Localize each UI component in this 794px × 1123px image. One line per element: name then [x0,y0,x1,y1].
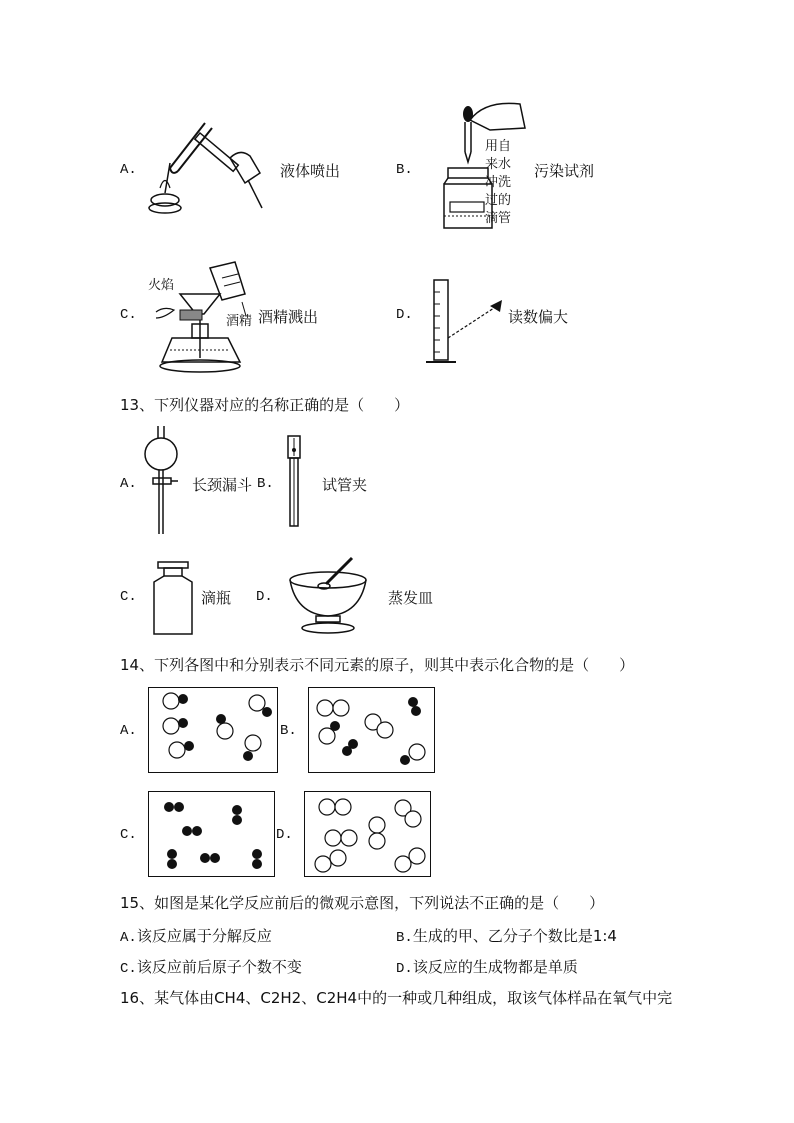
black-atom [200,853,210,863]
black-atom [400,755,410,765]
black-atom [411,706,421,716]
q13-option-d-name: 蒸发皿 [388,589,434,607]
q14-option-c-letter: C. [120,827,137,843]
q14-d-particles [305,792,432,878]
black-atom [192,826,202,836]
white-atom [319,728,335,744]
q13-a-separatory-funnel-icon [140,424,190,538]
black-atom [252,859,262,869]
q13-option-a-letter: A. [120,476,137,492]
q12-c-alcohol-label: 酒精 [226,314,253,329]
white-atom [333,700,349,716]
q12-b-note-line: 冲洗 [485,175,512,190]
q15-option-b-text: 生成的甲、乙分子个数比是1:4 [412,927,617,945]
q12-option-a-caption: 液体喷出 [280,162,341,180]
q14-a-particles [149,688,279,774]
q14-option-c-box[interactable] [148,791,275,877]
black-atom [164,802,174,812]
white-atom [409,744,425,760]
q12-b-note-line: 过的 [485,193,512,208]
q12-b-dropper-bottle-illustration [430,100,530,232]
q14-c-particles [149,792,276,878]
q12-option-b-note [485,138,511,228]
q14-option-b-letter: B. [280,723,297,739]
black-atom [174,802,184,812]
q15-option-a[interactable] [120,925,272,946]
black-atom [342,746,352,756]
white-atom [335,799,351,815]
q12-option-b-letter: B. [396,162,413,178]
white-atom [245,735,261,751]
q14-option-a-box[interactable] [148,687,278,773]
q12-option-c-caption: 酒精溅出 [258,308,319,326]
q12-a-heating-tube-illustration [140,118,270,218]
black-atom [184,741,194,751]
white-atom [319,799,335,815]
white-atom [317,700,333,716]
q14-option-b-box[interactable] [308,687,435,773]
black-atom [210,853,220,863]
q12-option-c-letter: C. [120,307,137,323]
white-atom [395,856,411,872]
q13-option-b-name: 试管夹 [322,476,368,494]
q14-stem: 14、下列各图中和分别表示不同元素的原子，则其中表示化合物的是（ ） [120,656,635,674]
q12-option-d-letter: D. [396,307,413,323]
q14-option-a-letter: A. [120,723,137,739]
q15-option-c-letter: C. [120,961,137,977]
q14-option-d-letter: D. [276,827,293,843]
white-atom [169,742,185,758]
q12-b-note-line: 用自 [485,139,512,154]
q15-option-c[interactable] [120,956,302,977]
white-atom [377,722,393,738]
black-atom [408,697,418,707]
black-atom [167,849,177,859]
q13-option-c-letter: C. [120,589,137,605]
q12-b-note-line: 滴管 [485,211,512,226]
q15-option-d[interactable] [396,956,578,977]
q15-option-b[interactable] [396,925,617,946]
q13-option-b-letter: B. [257,476,274,492]
q13-b-test-tube-clamp-icon [282,434,306,528]
q13-c-reagent-bottle-icon [150,560,196,638]
q16-stem: 16、某气体由CH4、C2H2、C2H4中的一种或几种组成，取该气体样品在氧气中完 [120,989,673,1007]
q13-d-mortar-pestle-icon [286,554,372,638]
q13-option-a-name: 长颈漏斗 [192,476,253,494]
white-atom [369,833,385,849]
q14-option-d-box[interactable] [304,791,431,877]
q12-d-cylinder-reading-illustration [424,276,508,368]
q13-option-d-letter: D. [256,589,273,605]
white-atom [341,830,357,846]
black-atom [167,859,177,869]
white-atom [325,830,341,846]
q13-option-c-name: 滴瓶 [201,589,232,607]
q15-option-a-letter: A. [120,930,137,946]
black-atom [232,815,242,825]
black-atom [262,707,272,717]
white-atom [163,718,179,734]
white-atom [163,693,179,709]
black-atom [232,805,242,815]
q12-option-b-caption: 污染试剂 [534,162,595,180]
q12-option-a-letter: A. [120,162,137,178]
black-atom [252,849,262,859]
q15-option-c-text: 该反应前后原子个数不变 [136,958,302,976]
q12-option-d-caption: 读数偏大 [508,308,569,326]
q15-option-d-text: 该反应的生成物都是单质 [412,958,578,976]
white-atom [217,723,233,739]
q15-stem: 15、如图是某化学反应前后的微观示意图，下列说法不正确的是（ ） [120,894,605,912]
q12-c-flame-label: 火焰 [148,278,175,293]
q12-b-note-line: 来水 [485,157,512,172]
white-atom [369,817,385,833]
white-atom [409,848,425,864]
black-atom [178,694,188,704]
q15-option-a-text: 该反应属于分解反应 [136,927,272,945]
q13-stem: 13、下列仪器对应的名称正确的是（ ） [120,396,410,414]
q15-option-d-letter: D. [396,961,413,977]
q14-b-particles [309,688,436,774]
black-atom [178,718,188,728]
white-atom [315,856,331,872]
white-atom [330,850,346,866]
black-atom [243,751,253,761]
white-atom [249,695,265,711]
q15-option-b-letter: B. [396,930,413,946]
white-atom [405,811,421,827]
black-atom [182,826,192,836]
